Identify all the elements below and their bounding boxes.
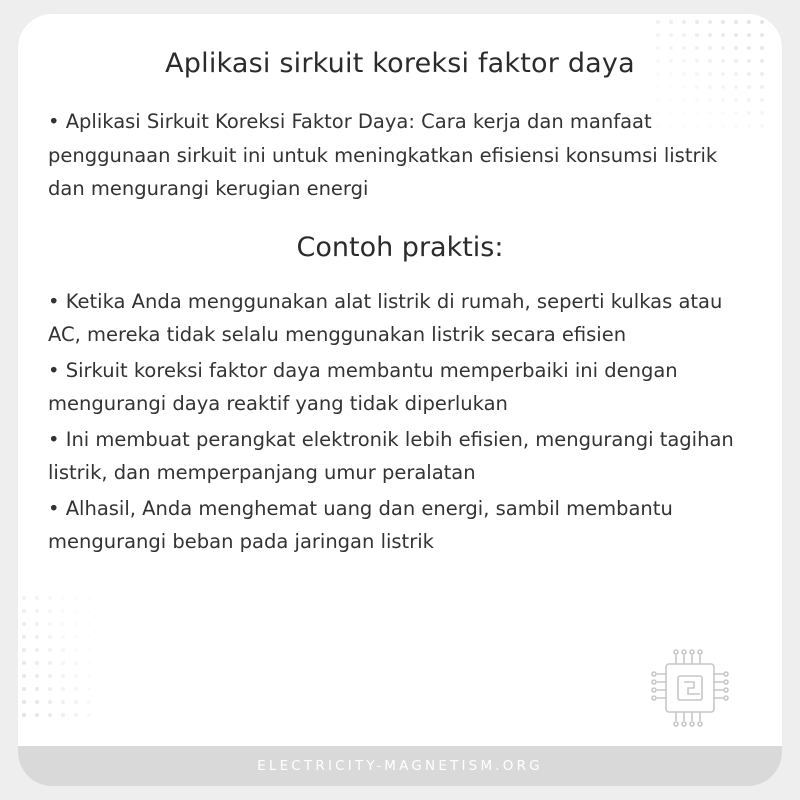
list-item: • Ini membuat perangkat elektronik lebih efisien, mengurangi tagihan listrik, dan memperpanjang umur peralatan: [48, 427, 734, 485]
content-card: [18, 14, 782, 786]
section-subtitle: Contoh praktis:: [296, 231, 504, 263]
list-item: • Sirkuit koreksi faktor daya membantu memperbaiki ini dengan mengurangi daya reaktif yang tidak diperlukan: [48, 358, 678, 416]
microchip-icon: [644, 642, 736, 734]
footer-bar: [18, 746, 782, 786]
intro-paragraph: • Aplikasi Sirkuit Koreksi Faktor Daya: Cara kerja dan manfaat penggunaan sirkuit ini untuk meningkatkan efisiensi konsumsi listrik dan mengurangi kerugian energi: [48, 110, 718, 201]
dot-grid-bottom-left-decoration: [22, 596, 112, 726]
list-item: • Ketika Anda menggunakan alat listrik di rumah, seperti kulkas atau AC, mereka tidak selalu menggunakan listrik secara efisien: [48, 289, 723, 347]
slide-content: [18, 14, 782, 561]
list-item: • Alhasil, Anda menghemat uang dan energi, sambil membantu mengurangi beban pada jaringan listrik: [48, 496, 673, 554]
page-title: Aplikasi sirkuit koreksi faktor daya: [165, 48, 635, 79]
footer-website-label: ELECTRICITY-MAGNETISM.ORG: [257, 758, 543, 774]
